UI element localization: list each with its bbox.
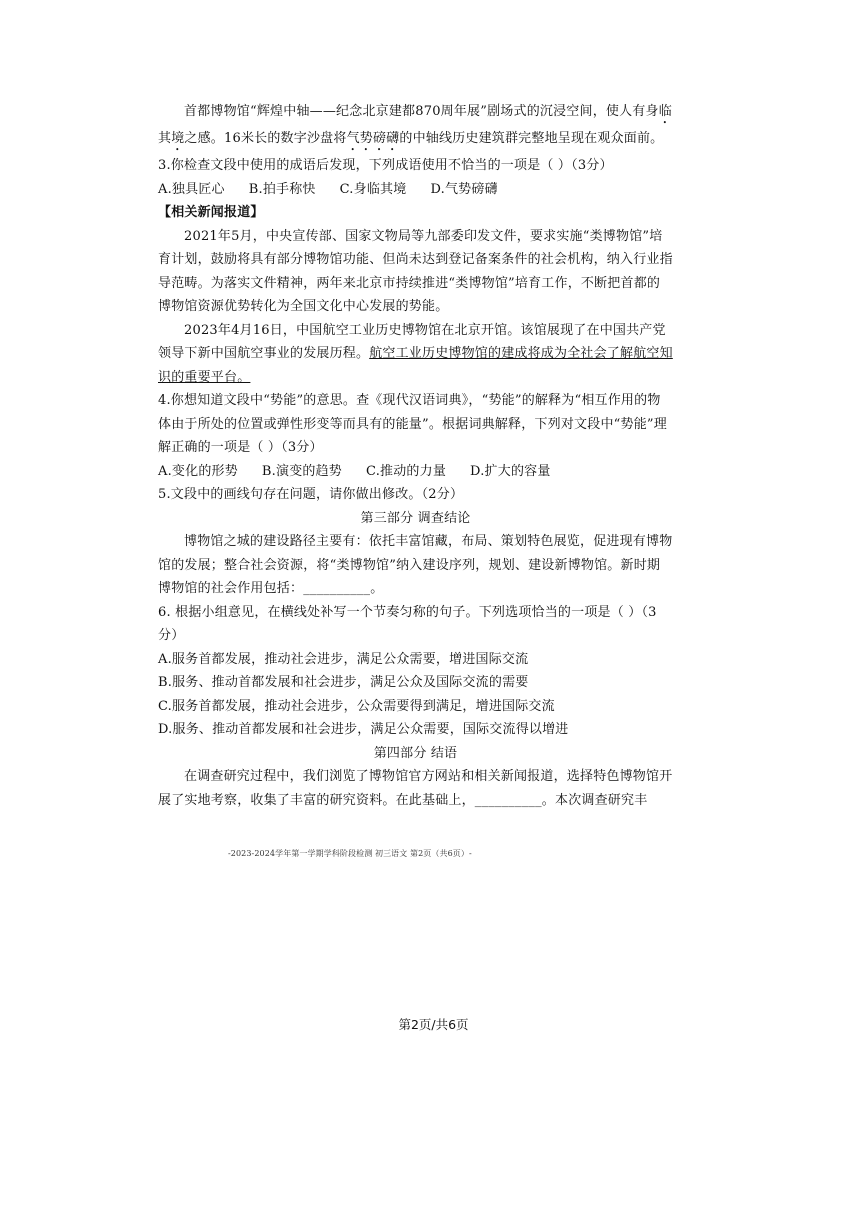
- page-number: 第2页/共6页: [398, 1017, 469, 1032]
- intro-text-a: 身: [645, 104, 659, 119]
- question-6-option-d: D.服务、推动首都发展和社会进步，满足公众需要，国际交流得以增进: [158, 722, 569, 737]
- part-4-paragraph: 在调查研究过程中，我们浏览了博物馆官方网站和相关新闻报道，选择特色博物馆开展了实地考察，收集了丰富的研究资料。在此基础上，__________。本次调查研究丰: [158, 769, 673, 808]
- page-content: [158, 100, 673, 812]
- intro-text-b: 其: [158, 131, 172, 146]
- question-4-option-c: C.推动的力量: [366, 463, 447, 479]
- intro-line-1: 首都博物馆“辉煌中轴——纪念北京建都870周年展”剧场式的沉浸空间，使人有: [184, 104, 646, 119]
- intro-text-e: 前。: [636, 131, 664, 146]
- question-4-option-d: D.扩大的容量: [470, 463, 551, 479]
- intro-paragraph: [158, 100, 673, 154]
- question-4-option-a: A.变化的形势: [158, 463, 238, 479]
- intro-text-c: 之感。16米长的数字沙盘将: [184, 131, 347, 146]
- question-6-option-b: B.服务、推动首都发展和社会进步，满足公众及国际交流的需要: [158, 675, 529, 690]
- question-6-stem: 6. 根据小组意见，在横线处补写一个节奏匀称的句子。下列选项恰当的一项是（ ）（3分）: [158, 604, 657, 643]
- question-4-stem: 4.你想知道文段中“势能”的意思。查《现代汉语词典》，“势能”的解释为“相互作用的物体由于所处的位置或弹性形变等而具有的能量”。根据词典解释，下列对文段中“势能”理解正确的一项是（ ）（3分）: [158, 393, 667, 455]
- question-4-option-b: B.演变的趋势: [261, 463, 343, 479]
- intro-dotted-a: 临: [658, 104, 672, 119]
- question-6-option-a: A.服务首都发展，推动社会进步，满足公众需要，增进国际交流: [158, 651, 529, 667]
- news-heading: 【相关新闻报道】: [158, 205, 264, 220]
- question-3-option-b: B.拍手称快: [248, 181, 316, 197]
- question-6-option-c: C.服务首都发展，推动社会进步，公众需要得到满足，增进国际交流: [158, 698, 555, 714]
- intro-dotted-c: 气势磅礴: [346, 131, 400, 146]
- intro-dotted-b: 境: [171, 131, 185, 146]
- question-3-options: [158, 178, 673, 202]
- intro-text-d: 的中轴线历史建筑群完整地呈现在观众面: [399, 131, 637, 146]
- question-3-option-d: D.气势磅礴: [430, 181, 498, 197]
- question-3-option-c: C.身临其境: [339, 181, 407, 197]
- underlined-sentence: 航空工业历史博物馆的建成将成为全社会了解航空知识的重要平台。: [158, 346, 673, 385]
- part-4-heading: 第四部分 结语: [373, 745, 458, 761]
- news-paragraph-1: 2021年5月，中央宣传部、国家文物局等九部委印发文件，要求实施“类博物馆”培育计划，鼓励将具有部分博物馆功能、但尚未达到登记备案条件的社会机构，纳入行业指导范畴。为落实文件精神，两年来北京市持续推进“类博物馆”培育工作，不断把首都的博物馆资源优势转化为全国文化中心发展的势能。: [158, 228, 673, 314]
- part-3-heading: 第三部分 调查结论: [360, 510, 471, 526]
- question-5-stem: 5.文段中的画线句存在问题，请你做出修改。（2分）: [158, 487, 464, 502]
- question-3-option-a: A.独具匠心: [158, 181, 225, 197]
- part-3-paragraph: 博物馆之城的建设路径主要有：依托丰富馆藏，布局、策划特色展览，促进现有博物馆的发展；整合社会资源，将“类博物馆”纳入建设序列，规划、建设新博物馆。新时期博物馆的社会作用包括：__________。: [158, 534, 673, 596]
- news-paragraph-2-text: 2023年4月16日，中国航空工业历史博物馆在北京开馆。该馆展现了在中国共产党领导下新中国航空事业的发展历程。: [158, 322, 666, 361]
- question-4-options: [158, 460, 673, 484]
- question-3-stem: 3.你检查文段中使用的成语后发现，下列成语使用不恰当的一项是（ ）（3分）: [158, 158, 613, 173]
- exam-footer: -2023-2024学年第一学期学科阶段检测 初三语文 第2页（共6页）-: [228, 849, 472, 858]
- news-paragraph-2: [158, 319, 673, 390]
